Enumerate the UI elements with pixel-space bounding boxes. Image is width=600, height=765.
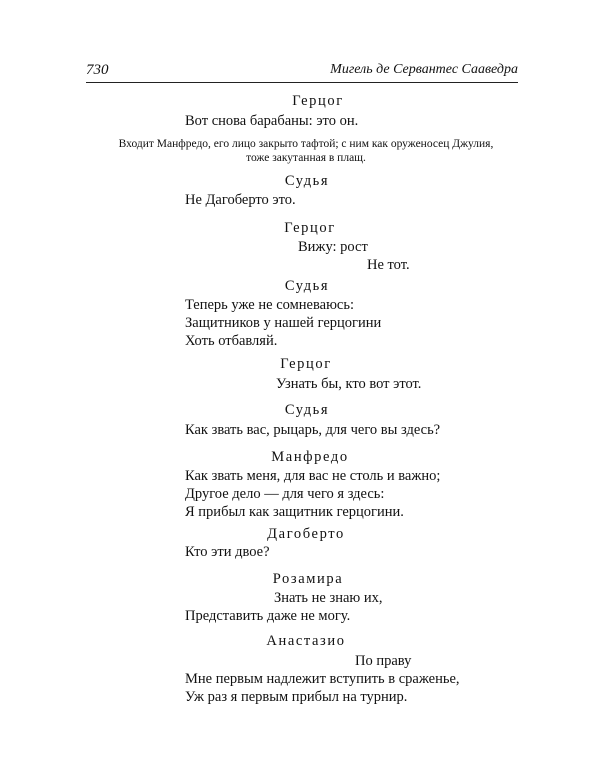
speaker-name: Розамира [272,571,344,587]
verse-line: Как звать меня, для вас не столь и важно; [185,468,441,484]
stage-direction: Входит Манфредо, его лицо закрыто тафтой; с ним как оруженосец Джулия, [118,138,494,150]
verse-line: Представить даже не могу. [185,608,351,624]
verse-line: Не тот. [367,257,410,273]
verse-line: Кто эти двое? [185,544,270,560]
speaker-name: Судья [284,278,330,294]
verse-line: Знать не знаю их, [274,590,383,606]
page-header [86,62,518,83]
verse-line: Я прибыл как защитник герцогини. [185,504,404,520]
verse-line: Хоть отбавляй. [185,333,278,349]
verse-line: Не Дагоберто это. [185,192,296,208]
verse-line: Другое дело — для чего я здесь: [185,486,385,502]
verse-line: Мне первым надлежит вступить в сраженье, [185,671,460,687]
stage-direction: тоже закутанная в плащ. [246,152,366,164]
speaker-name: Судья [284,402,330,418]
speaker-name: Дагоберто [267,526,345,542]
verse-line: Защитников у нашей герцогини [185,315,382,331]
speaker-name: Герцог [292,93,344,109]
verse-line: Как звать вас, рыцарь, для чего вы здесь? [185,422,441,438]
speaker-name: Манфредо [271,449,349,465]
speaker-name: Судья [284,173,330,189]
verse-line: Теперь уже не сомневаюсь: [185,297,354,313]
verse-line: Уж раз я первым прибыл на турнир. [185,689,408,705]
verse-line: По праву [355,653,412,669]
verse-line: Вижу: рост [298,239,368,255]
page-number: 730 [86,62,109,78]
speaker-name: Герцог [280,356,332,372]
verse-line: Узнать бы, кто вот этот. [276,376,422,392]
running-title: Мигель де Сервантес Сааведра [330,62,518,77]
speaker-name: Герцог [284,220,336,236]
verse-line: Вот снова барабаны: это он. [185,113,359,129]
speaker-name: Анастазио [266,633,346,649]
